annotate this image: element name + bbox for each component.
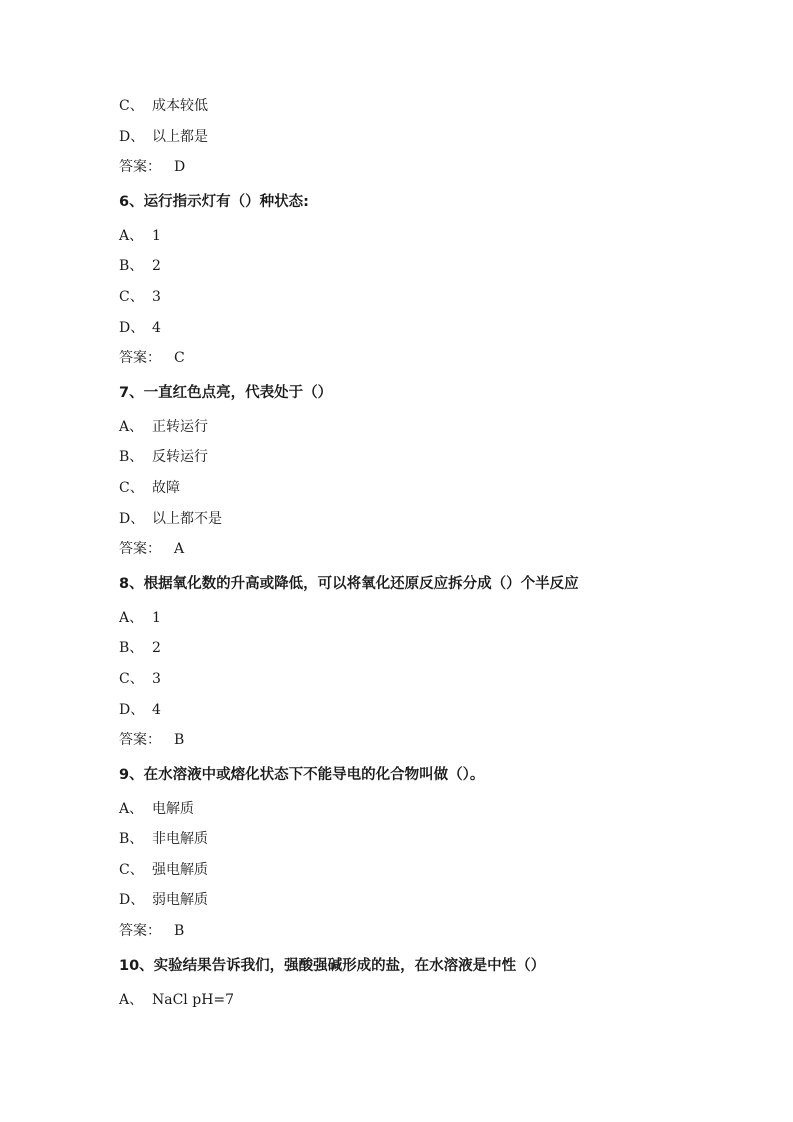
option-line (119, 504, 759, 535)
option-letter: C、 (119, 479, 144, 496)
option-text: 2 (152, 640, 161, 657)
option-letter: A、 (119, 991, 144, 1008)
document-page (119, 91, 759, 1015)
option-line (119, 442, 759, 473)
option-line (119, 412, 759, 443)
option-line (119, 855, 759, 886)
option-line (119, 91, 759, 122)
option-text: 4 (152, 701, 161, 718)
option-text: 以上都不是 (152, 510, 222, 527)
option-line (119, 633, 759, 664)
option-text: 正转运行 (152, 418, 208, 435)
option-text: 4 (152, 319, 161, 336)
option-letter: D、 (119, 319, 145, 336)
question-title: 7、一直红色点亮，代表处于（） (119, 384, 333, 401)
option-line (119, 221, 759, 252)
option-line (119, 885, 759, 916)
answer-value: B (174, 923, 185, 940)
answer-value: D (174, 159, 186, 176)
option-text: 强电解质 (152, 861, 208, 878)
option-letter: A、 (119, 418, 144, 435)
option-letter: C、 (119, 670, 144, 687)
option-letter: A、 (119, 800, 144, 817)
option-text: 2 (152, 258, 161, 275)
answer-label: 答案： (119, 541, 161, 558)
option-letter: A、 (119, 609, 144, 626)
option-text: 电解质 (152, 800, 194, 817)
option-letter: D、 (119, 892, 145, 909)
option-letter: D、 (119, 128, 145, 145)
option-letter: B、 (119, 640, 144, 657)
answer-line (119, 534, 759, 565)
option-line (119, 251, 759, 282)
question-title: 10、实验结果告诉我们，强酸强碱形成的盐，在水溶液是中性（） (119, 957, 546, 974)
option-line (119, 794, 759, 825)
option-text: 非电解质 (152, 831, 208, 848)
option-text: 3 (152, 288, 161, 305)
option-text: 以上都是 (152, 128, 208, 145)
option-line (119, 695, 759, 726)
option-line (119, 985, 759, 1016)
answer-label: 答案： (119, 159, 161, 176)
option-text: 1 (152, 227, 161, 244)
answer-value: C (174, 350, 185, 367)
option-text: 故障 (152, 479, 180, 496)
option-text: NaCl pH=7 (152, 991, 235, 1008)
option-line (119, 664, 759, 695)
option-text: 弱电解质 (152, 892, 208, 909)
option-letter: D、 (119, 510, 145, 527)
option-line (119, 603, 759, 634)
option-letter: C、 (119, 98, 144, 114)
option-line (119, 473, 759, 504)
option-text: 1 (152, 609, 161, 626)
question-title: 6、运行指示灯有（）种状态: (119, 193, 309, 210)
answer-value: A (174, 541, 185, 558)
answer-line (119, 725, 759, 756)
option-line (119, 122, 759, 153)
answer-label: 答案： (119, 350, 161, 367)
option-letter: B、 (119, 258, 144, 275)
option-letter: C、 (119, 861, 144, 878)
answer-label: 答案： (119, 923, 161, 940)
option-letter: D、 (119, 701, 145, 718)
question-title: 8、根据氧化数的升高或降低，可以将氧化还原反应拆分成（）个半反应 (119, 575, 579, 592)
option-text: 3 (152, 670, 161, 687)
option-letter: B、 (119, 831, 144, 848)
option-text: 反转运行 (152, 449, 208, 466)
option-line (119, 824, 759, 855)
option-text: 成本较低 (152, 98, 208, 114)
answer-line (119, 152, 759, 183)
option-letter: A、 (119, 227, 144, 244)
question-title: 9、在水溶液中或熔化状态下不能导电的化合物叫做（）。 (119, 766, 485, 783)
answer-value: B (174, 732, 185, 749)
answer-line (119, 916, 759, 947)
option-letter: B、 (119, 449, 144, 466)
option-letter: C、 (119, 288, 144, 305)
option-line (119, 313, 759, 344)
answer-label: 答案： (119, 732, 161, 749)
answer-line (119, 343, 759, 374)
option-line (119, 282, 759, 313)
